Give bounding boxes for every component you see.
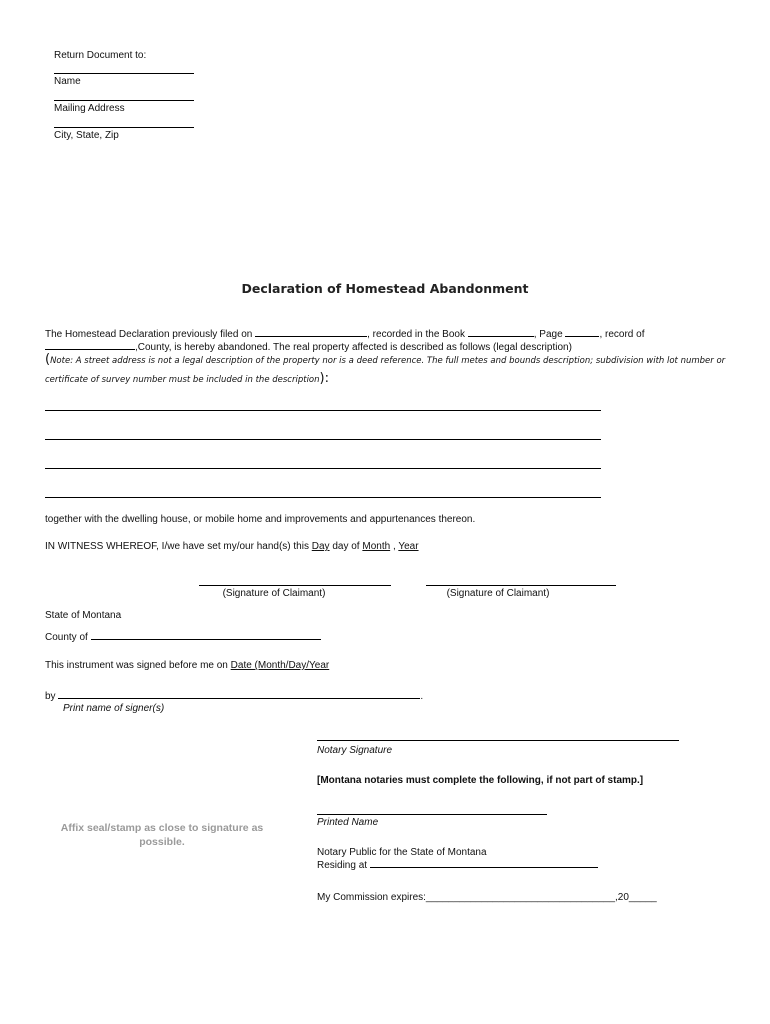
residing-sentence xyxy=(317,857,598,872)
book-blank[interactable] xyxy=(468,326,534,337)
county-abandoned-sentence xyxy=(45,339,572,354)
witness-day-field[interactable]: Day xyxy=(311,541,330,552)
notary-public-text: Notary Public for the State of Montana xyxy=(317,847,487,858)
legal-description-line-1[interactable] xyxy=(45,410,601,411)
mailing-address-label: Mailing Address xyxy=(54,103,125,114)
mailing-address-line[interactable] xyxy=(54,100,194,101)
legal-description-line-3[interactable] xyxy=(45,468,601,469)
notary-signature-label: Notary Signature xyxy=(317,745,393,756)
legal-description-line-4[interactable] xyxy=(45,497,601,498)
by-end: . xyxy=(420,691,424,702)
residing-text: Residing at xyxy=(317,860,368,871)
county-abandoned-text: ,County, is hereby abandoned. The real property affected is described as follows (legal description) xyxy=(135,342,572,353)
signed-before-text: This instrument was signed before me on xyxy=(45,660,228,671)
document-title: Declaration of Homestead Abandonment xyxy=(241,281,529,296)
city-state-zip-line[interactable] xyxy=(54,127,194,128)
signed-date-field[interactable]: Date (Month/Day/Year xyxy=(230,660,330,671)
print-name-label: Print name of signer(s) xyxy=(63,703,165,714)
commission-blank-2[interactable]: ________________________ xyxy=(481,892,616,903)
stamp-placeholder-text: Affix seal/stamp as close to signature as possible. xyxy=(60,822,264,848)
county-blank[interactable] xyxy=(45,339,135,350)
commission-sentence xyxy=(317,891,657,904)
legal-description-note xyxy=(45,353,725,368)
name-label: Name xyxy=(54,76,81,87)
legal-description-line-2[interactable] xyxy=(45,439,601,440)
witness-day-of: day of xyxy=(332,541,360,552)
claimant-signature-line-2[interactable] xyxy=(426,585,616,586)
witness-text: IN WITNESS WHEREOF, I/we have set my/our hand(s) this xyxy=(45,541,309,552)
printed-name-line[interactable] xyxy=(317,814,547,815)
together-text: together with the dwelling house, or mobile home and improvements and appurtenances thereon. xyxy=(45,514,476,525)
commission-blank-1[interactable]: __________ xyxy=(425,892,482,903)
return-heading: Return Document to: xyxy=(54,50,147,61)
filed-date-blank[interactable] xyxy=(255,326,367,337)
county-of-sentence xyxy=(45,629,321,644)
recorded-book-text: , recorded in the Book xyxy=(367,329,465,340)
page-text: , Page xyxy=(533,329,563,340)
witness-month-field[interactable]: Month xyxy=(362,541,391,552)
notary-signature-line[interactable] xyxy=(317,740,679,741)
commission-label: My Commission expires: xyxy=(317,892,426,903)
state-text: State of Montana xyxy=(45,610,122,621)
printed-name-label: Printed Name xyxy=(317,817,379,828)
witness-comma: , xyxy=(392,541,396,552)
claimant-signature-line-1[interactable] xyxy=(199,585,391,586)
signer-name-blank[interactable] xyxy=(58,688,420,699)
note-text-2: certificate of survey number must be included in the description xyxy=(45,375,320,385)
county-of-blank[interactable] xyxy=(91,629,321,640)
county-of-text: County of xyxy=(45,632,88,643)
note-text: Note: A street address is not a legal description of the property nor is a deed reference. The full metes and bounds description; subdivision with lot number or xyxy=(50,356,726,366)
claimant-signature-label-2: (Signature of Claimant) xyxy=(446,588,550,599)
witness-year-field[interactable]: Year xyxy=(398,541,419,552)
legal-description-note-2 xyxy=(45,372,329,387)
signed-before-sentence xyxy=(45,659,329,672)
filed-on-text: The Homestead Declaration previously filed on xyxy=(45,329,253,340)
residing-blank[interactable] xyxy=(370,857,598,868)
by-text: by xyxy=(45,691,56,702)
montana-notice: [Montana notaries must complete the following, if not part of stamp.] xyxy=(317,775,644,786)
note-open-paren: ( xyxy=(45,352,51,367)
note-close-paren: ): xyxy=(319,371,329,386)
claimant-signature-label-1: (Signature of Claimant) xyxy=(222,588,326,599)
witness-sentence xyxy=(45,540,419,553)
record-of-text: , record of xyxy=(599,329,645,340)
commission-year[interactable]: ,20_____ xyxy=(615,892,657,903)
page-blank[interactable] xyxy=(565,326,599,337)
by-sentence xyxy=(45,688,423,703)
name-line[interactable] xyxy=(54,73,194,74)
city-state-zip-label: City, State, Zip xyxy=(54,130,119,141)
